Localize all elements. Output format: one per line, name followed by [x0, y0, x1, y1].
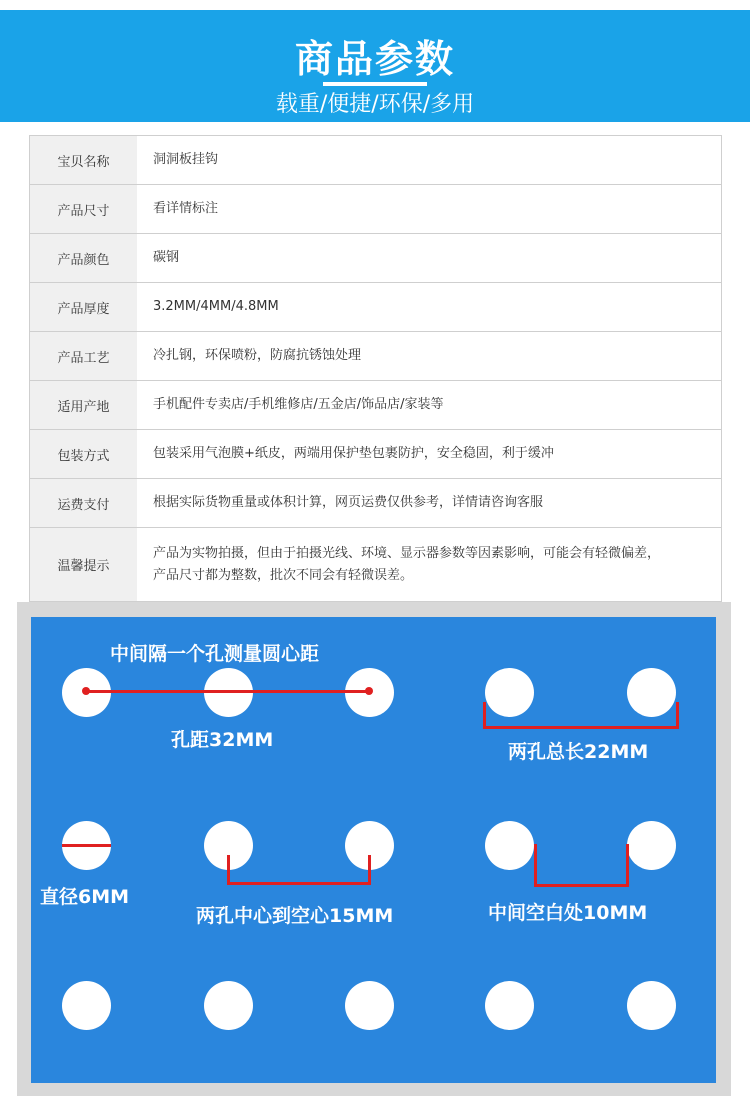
- center-gap-bracket-right: [368, 855, 371, 885]
- total-length-bracket-left: [483, 702, 486, 729]
- center-dot-left: [82, 687, 90, 695]
- spec-label: 适用产地: [30, 381, 137, 429]
- spec-label: 产品工艺: [30, 332, 137, 380]
- spec-row-thickness: [30, 283, 721, 332]
- pegboard-hole: [627, 821, 676, 870]
- page-subtitle: 载重/便捷/环保/多用: [275, 92, 475, 117]
- spec-row-name: [30, 136, 721, 185]
- spec-value: 包装采用气泡膜+纸皮，两端用保护垫包裹防护，安全稳固，利于缓冲: [153, 446, 554, 461]
- center-distance-title: 中间隔一个孔测量圆心距: [110, 643, 320, 665]
- pegboard-hole: [62, 981, 111, 1030]
- spec-row-color: [30, 234, 721, 283]
- spec-label: 产品颜色: [30, 234, 137, 282]
- pegboard-hole: [627, 668, 676, 717]
- pegboard-hole: [204, 981, 253, 1030]
- spec-table: [29, 135, 722, 602]
- center-gap-bracket-bottom: [227, 882, 371, 885]
- total-length-bracket-bottom: [483, 726, 679, 729]
- hole-pitch-label: 孔距32MM: [171, 729, 274, 751]
- spec-label: 产品尺寸: [30, 185, 137, 233]
- pegboard-hole: [485, 821, 534, 870]
- pegboard-hole: [627, 981, 676, 1030]
- pegboard-hole: [485, 668, 534, 717]
- spec-label: 产品厚度: [30, 283, 137, 331]
- spec-row-packaging: [30, 430, 721, 479]
- spec-value: 3.2MM/4MM/4.8MM: [153, 299, 279, 314]
- spec-value: 手机配件专卖店/手机维修店/五金店/饰品店/家装等: [153, 397, 444, 412]
- diameter-line: [62, 844, 111, 847]
- spec-value: 冷扎钢，环保喷粉，防腐抗锈蚀处理: [153, 348, 362, 363]
- center-to-gap-label: 两孔中心到空心15MM: [196, 905, 394, 927]
- spec-row-notice: [30, 528, 721, 601]
- spec-row-size: [30, 185, 721, 234]
- spec-label: 运费支付: [30, 479, 137, 527]
- spec-value: 洞洞板挂钩: [153, 152, 219, 167]
- page-header: [0, 10, 750, 122]
- total-length-bracket-right: [676, 702, 679, 729]
- spec-value: 碳钢: [153, 250, 180, 265]
- spec-row-usage: [30, 381, 721, 430]
- pegboard-hole: [345, 981, 394, 1030]
- spec-value: 看详情标注: [153, 201, 219, 216]
- spec-label: 宝贝名称: [30, 136, 137, 184]
- center-dot-right: [365, 687, 373, 695]
- middle-gap-label: 中间空白处10MM: [488, 902, 648, 924]
- page-title: 商品参数: [294, 37, 455, 81]
- diameter-label: 直径6MM: [40, 886, 130, 908]
- spec-value: 根据实际货物重量或体积计算，网页运费仅供参考，详情请咨询客服: [153, 495, 544, 510]
- spec-label: 温馨提示: [30, 528, 137, 601]
- pegboard-hole: [485, 981, 534, 1030]
- title-underline: [323, 82, 427, 86]
- spec-value: 产品为实物拍摄，但由于拍摄光线、环境、显示器参数等因素影响，可能会有轻微偏差， 产品尺寸都为整数，批次不同会有轻微误差。: [153, 545, 661, 583]
- middle-gap-bracket-left: [534, 844, 537, 887]
- middle-gap-bracket-bottom: [534, 884, 629, 887]
- spec-row-process: [30, 332, 721, 381]
- spec-row-shipping: [30, 479, 721, 528]
- center-gap-bracket-left: [227, 855, 230, 885]
- middle-gap-bracket-right: [626, 844, 629, 887]
- center-distance-line: [86, 690, 370, 693]
- spec-label: 包装方式: [30, 430, 137, 478]
- two-hole-total-label: 两孔总长22MM: [508, 741, 649, 763]
